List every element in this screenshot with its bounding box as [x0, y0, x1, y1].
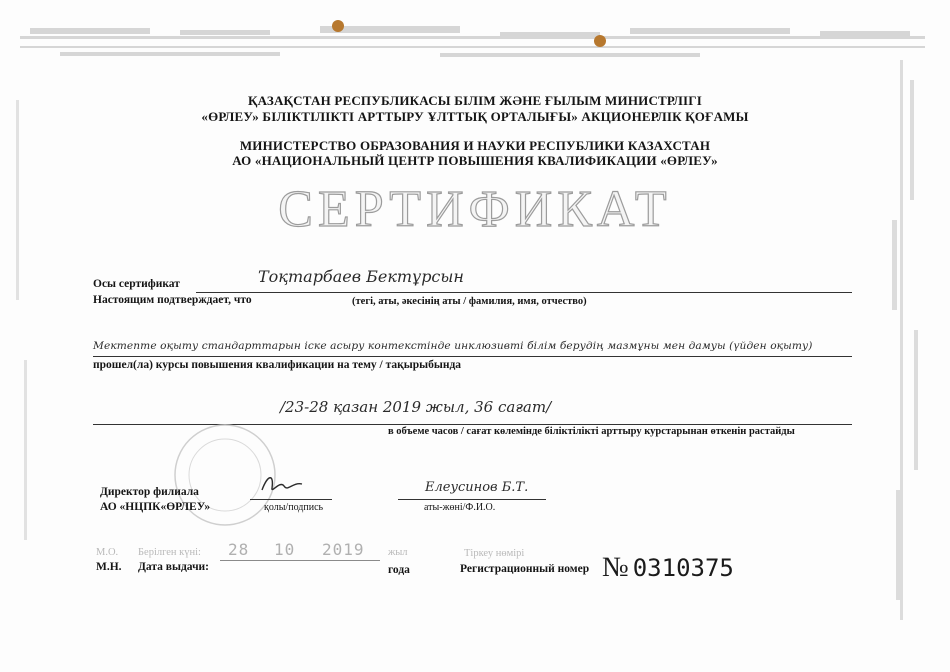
issue-date-label: Дата выдачи:	[138, 561, 210, 573]
issue-date-line	[220, 560, 380, 561]
course-topic: Мектепте оқыту стандарттарын іске асыру контекстінде инклюзивті білім берудің мазмұны мен дамуы (үйден оқыту)	[93, 340, 813, 352]
header-kz-line1: ҚАЗАҚСТАН РЕСПУБЛИКАСЫ БІЛІМ ЖӘНЕ ҒЫЛЫМ МИНИСТРЛІГІ	[248, 93, 702, 108]
director-name-line	[398, 499, 546, 500]
header-ru-line1: МИНИСТЕРСТВО ОБРАЗОВАНИЯ И НАУКИ РЕСПУБЛИКИ КАЗАХСТАН	[239, 138, 711, 153]
scan-noise-top	[20, 22, 925, 64]
issue-date-label-kz: Берілген күні:	[138, 547, 201, 558]
director-name-caption: аты-жөні/Ф.И.О.	[424, 502, 496, 513]
year-label-kz: жыл	[388, 547, 408, 558]
recipient-name-line	[196, 292, 852, 293]
course-topic-line	[93, 356, 852, 357]
course-duration: /23-28 қазан 2019 жыл, 36 сағат/	[280, 398, 552, 416]
duration-caption: в объеме часов / сағат көлемінде біліктілікті арттыру курстарынан өткенін растайды	[388, 426, 795, 437]
mp-label: М.Н.	[96, 561, 122, 573]
header-kz-line2: «ӨРЛЕУ» БІЛІКТІЛІКТІ АРТТЫРУ ҰЛТТЫҚ ОРТАЛЫҒЫ» АКЦИОНЕРЛІК ҚОҒАМЫ	[201, 109, 749, 124]
reg-number	[602, 552, 734, 584]
issue-year-suffix: года	[388, 564, 410, 576]
recipient-label-ru: Настоящим подтверждает, что	[93, 294, 252, 306]
issue-month: 10	[274, 540, 296, 559]
director-signature	[258, 470, 306, 498]
header-ru-line2: АО «НАЦИОНАЛЬНЫЙ ЦЕНТР ПОВЫШЕНИЯ КВАЛИФИКАЦИИ «ӨРЛЕУ»	[232, 153, 718, 168]
reg-label-kz: Тіркеу нөмірі	[464, 548, 525, 559]
recipient-caption: (тегі, аты, әкесінің аты / фамилия, имя, отчество)	[352, 296, 587, 307]
punch-hole-right	[594, 35, 606, 47]
mp-label-kz: М.О.	[96, 547, 119, 558]
issue-day: 28	[228, 540, 250, 559]
certificate-title: СЕРТИФИКАТ	[278, 181, 672, 238]
director-name: Елеусинов Б.Т.	[425, 480, 529, 495]
signature-line	[250, 499, 332, 500]
reg-number-label: Регистрационный номер	[460, 563, 590, 575]
recipient-name: Тоқтарбаев Бектұрсын	[258, 267, 464, 286]
punch-hole-left	[332, 20, 344, 32]
issue-year: 2019	[322, 540, 365, 559]
number-sign: №	[602, 552, 629, 583]
director-org: АО «НЦПК«ӨРЛЕУ»	[100, 501, 211, 513]
director-label: Директор филиала	[100, 486, 199, 498]
signature-caption: қолы/подпись	[264, 502, 324, 513]
recipient-label-kz: Осы сертификат	[93, 278, 180, 290]
course-caption: прошел(ла) курсы повышения квалификации на тему / тақырыбында	[93, 359, 462, 371]
reg-number-value: 0310375	[632, 554, 734, 582]
